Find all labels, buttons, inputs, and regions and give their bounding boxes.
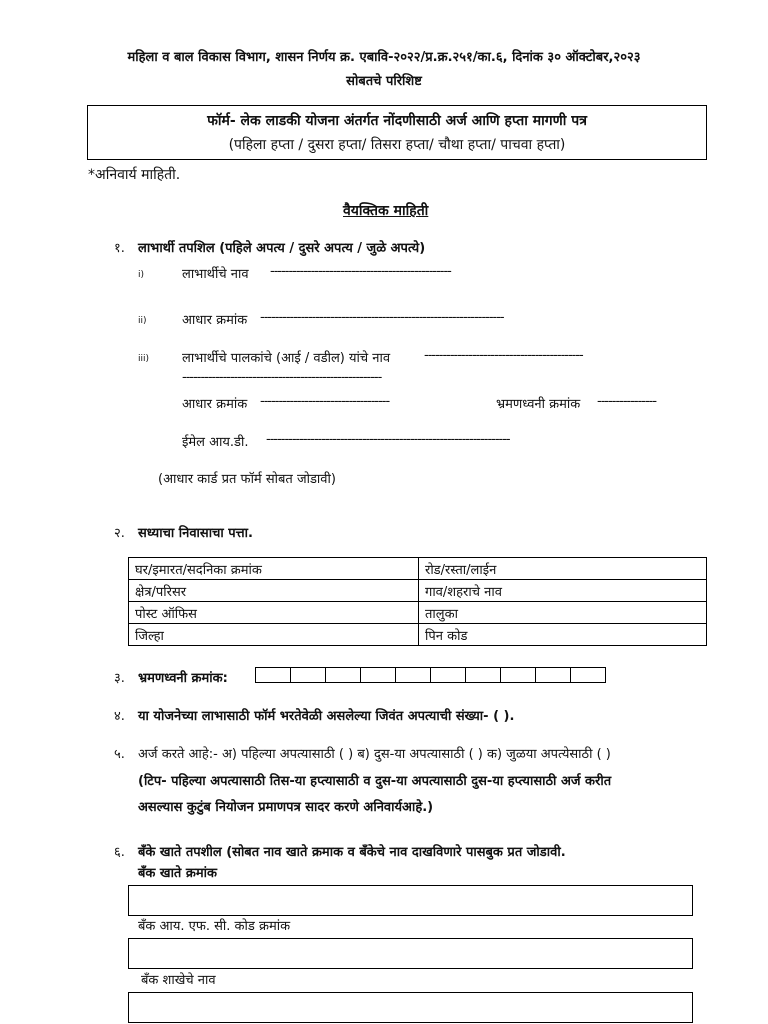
item-5-number: ५. <box>114 747 125 762</box>
parent-name-label: लाभार्थीचे पालकांचे (आई / वडील) यांचे नाव <box>182 351 391 366</box>
parent-name-line[interactable]: ------------------------------------------- <box>424 348 583 363</box>
parent-aadhaar-line[interactable]: ----------------------------------- <box>260 394 390 409</box>
section-heading: वैयक्तिक माहिती <box>343 203 429 219</box>
digit-box[interactable] <box>255 667 291 683</box>
digit-box[interactable] <box>395 667 431 683</box>
digit-box[interactable] <box>570 667 606 683</box>
table-row <box>129 558 707 580</box>
mobile-number-boxes[interactable] <box>256 667 606 683</box>
table-row <box>129 580 707 602</box>
road-cell[interactable]: रोड/रस्ता/लाईन <box>419 558 707 580</box>
item-5-tip-line-2: असल्यास कुटुंब नियोजन प्रमाणपत्र सादर करणे अनिवार्यआहे.) <box>138 800 434 815</box>
address-table <box>128 557 707 646</box>
header-line-1: महिला व बाल विकास विभाग, शासन निर्णय क्र. एबावि-२०२२/प्र.क्र.२५१/का.६, दिनांक ३० ऑक्टोबर,२०२३ <box>127 50 641 65</box>
form-subtitle: (पहिला हप्ता / दुसरा हप्ता/ तिसरा हप्ता/ चौथा हप्ता/ पाचवा हप्ता) <box>228 137 566 153</box>
item-6-number: ६. <box>114 845 125 860</box>
item-5-label: अर्ज करते आहे:- अ) पहिल्या अपत्यासाठी ( ) ब) दुस-या अपत्यासाठी ( ) क) जुळया अपत्येसाठी ( ) <box>138 747 611 762</box>
pin-code-cell[interactable]: पिन कोड <box>419 624 707 646</box>
account-number-field[interactable] <box>128 885 693 916</box>
house-number-cell[interactable]: घर/इमारत/सदनिका क्रमांक <box>129 558 419 580</box>
form-title: फॉर्म- लेक लाडकी योजना अंतर्गत नोंदणीसाठी अर्ज आणि हप्ता मागणी पत्र <box>207 113 587 129</box>
digit-box[interactable] <box>500 667 536 683</box>
item-1-label: लाभार्थी तपशिल (पहिले अपत्य / दुसरे अपत्य / जुळे अपत्ये) <box>138 241 426 256</box>
sub-i-roman: i) <box>138 270 145 280</box>
email-label: ईमेल आय.डी. <box>182 435 249 450</box>
beneficiary-aadhaar-line[interactable]: ------------------------------------------------------------------ <box>260 310 504 325</box>
digit-box[interactable] <box>465 667 501 683</box>
email-line[interactable]: ------------------------------------------------------------------ <box>266 432 510 447</box>
item-3-number: ३. <box>114 671 125 686</box>
ifsc-label: बँक आय. एफ. सी. कोड क्रमांक <box>138 919 291 934</box>
parent-name-line-2[interactable]: ------------------------------------------------------ <box>182 370 382 385</box>
digit-box[interactable] <box>290 667 326 683</box>
digit-box[interactable] <box>360 667 396 683</box>
item-1-number: १. <box>114 241 125 256</box>
table-row <box>129 624 707 646</box>
table-row <box>129 602 707 624</box>
beneficiary-name-label: लाभार्थीचे नाव <box>182 267 249 282</box>
item-4-label: या योजनेच्या लाभासाठी फॉर्म भरतेवेळी असलेल्या जिवंत अपत्याची संख्या- ( ). <box>138 709 515 724</box>
branch-name-field[interactable] <box>128 992 693 1023</box>
village-city-cell[interactable]: गाव/शहराचे नाव <box>419 580 707 602</box>
ifsc-field[interactable] <box>128 938 693 969</box>
item-4-number: ४. <box>114 709 125 724</box>
sub-ii-roman: ii) <box>138 316 147 326</box>
parent-mobile-line[interactable]: ---------------- <box>597 394 657 409</box>
aadhaar-attach-note: (आधार कार्ड प्रत फॉर्म सोबत जोडावी) <box>158 472 336 487</box>
item-2-label: सध्याचा निवासाचा पत्ता. <box>138 526 253 541</box>
sub-iii-roman: iii) <box>138 354 150 364</box>
beneficiary-aadhaar-label: आधार क्रमांक <box>182 313 248 328</box>
area-cell[interactable]: क्षेत्र/परिसर <box>129 580 419 602</box>
item-5-tip-line-1: (टिप- पहिल्या अपत्यासाठी तिस-या हप्त्यासाठी व दुस-या अपत्यासाठी दुस-या हप्त्यासाठी अर्ज करीत <box>138 774 612 789</box>
mandatory-note: *अनिवार्य माहिती. <box>88 167 181 183</box>
post-office-cell[interactable]: पोस्ट ऑफिस <box>129 602 419 624</box>
district-cell[interactable]: जिल्हा <box>129 624 419 646</box>
item-2-number: २. <box>114 526 125 541</box>
title-box <box>87 105 707 160</box>
item-6-label: बँके खाते तपशील (सोबत नाव खाते क्रमाक व बँकेचे नाव दाखविणारे पासबुक प्रत जोडावी. <box>138 845 566 860</box>
parent-aadhaar-label: आधार क्रमांक <box>182 397 248 412</box>
taluka-cell[interactable]: तालुका <box>419 602 707 624</box>
digit-box[interactable] <box>430 667 466 683</box>
digit-box[interactable] <box>325 667 361 683</box>
beneficiary-name-line[interactable]: ------------------------------------------------- <box>270 264 451 279</box>
account-number-label: बँक खाते क्रमांक <box>138 866 217 881</box>
item-3-label: भ्रमणध्वनी क्रमांक: <box>138 671 228 686</box>
header-line-2: सोबतचे परिशिष्ट <box>346 74 422 89</box>
branch-name-label: बँक शाखेचे नाव <box>141 973 216 988</box>
digit-box[interactable] <box>535 667 571 683</box>
parent-mobile-label: भ्रमणध्वनी क्रमांक <box>496 397 581 412</box>
